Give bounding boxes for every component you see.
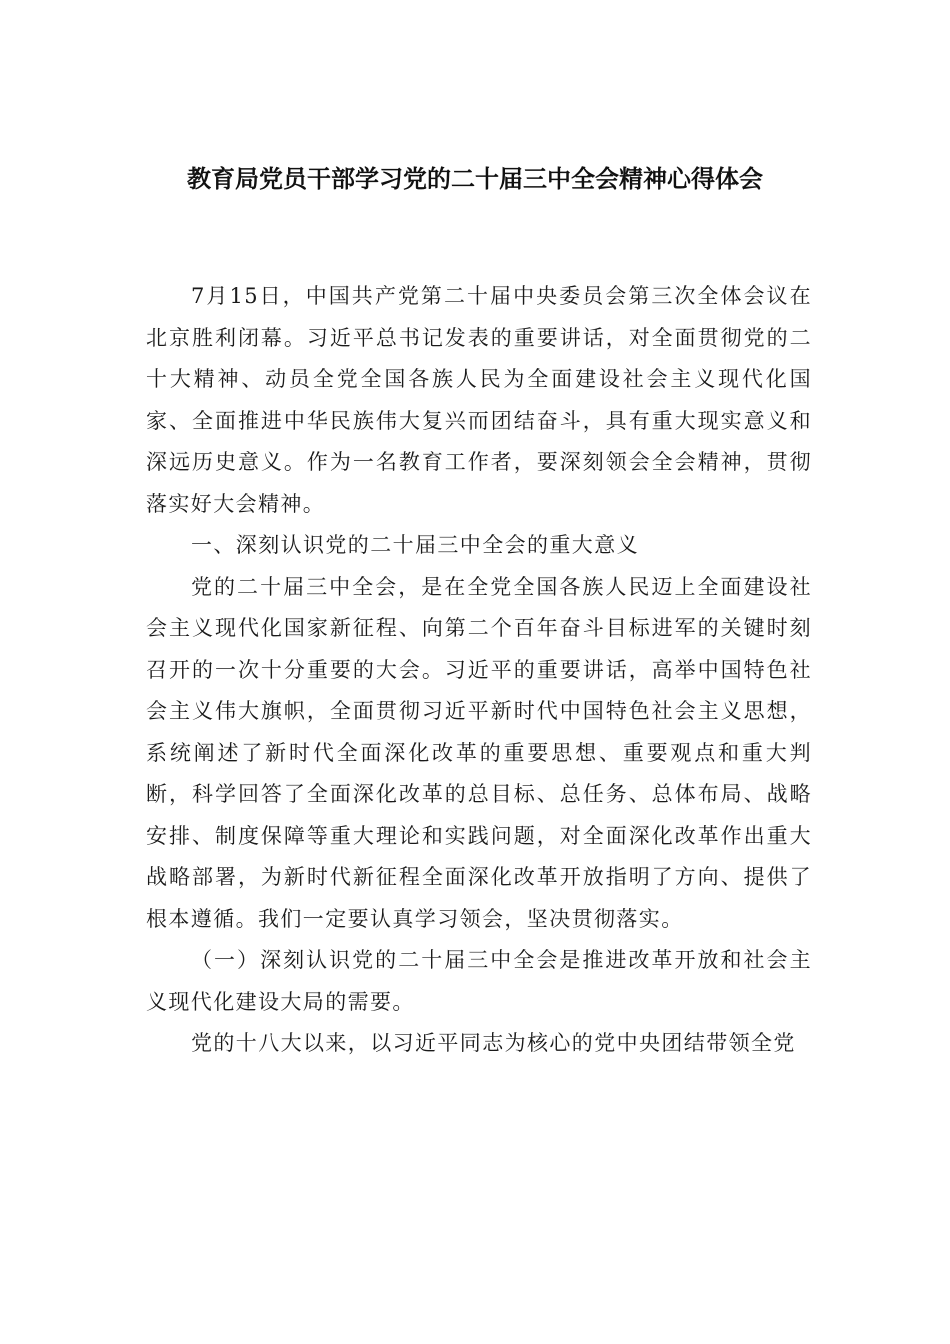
paragraph-since-18th: 党的十八大以来，以习近平同志为核心的党中央团结带领全党	[191, 1031, 796, 1055]
document-title: 教育局党员干部学习党的二十届三中全会精神心得体会	[187, 165, 763, 193]
section-heading-1: 一、深刻认识党的二十届三中全会的重大意义	[191, 533, 639, 557]
paragraph-significance: 党的二十届三中全会，是在全党全国各族人民迈上全面建设社会主义现代化国家新征程、向第二个百年奋斗目标进军的关键时刻召开的一次十分重要的大会。习近平的重要讲话，高举中国特色社会主义伟大旗帜，全面贯彻习近平新时代中国特色社会主义思想，系统阐述了新时代全面深化改革的重要思想、重要观点和重大判断，科学回答了全面深化改革的总目标、总任务、总体布局、战略安排、制度保障等重大理论和实践问题，对全面深化改革作出重大战略部署，为新时代新征程全面深化改革开放指明了方向、提供了根本遵循。我们一定要认真学习领会，坚决贯彻落实。	[146, 574, 812, 931]
subsection-heading-1: （一）深刻认识党的二十届三中全会是推进改革开放和社会主义现代化建设大局的需要。	[146, 948, 812, 1014]
document-body	[146, 276, 812, 1065]
paragraph-intro: 7月15日，中国共产党第二十届中央委员会第三次全体会议在北京胜利闭幕。习近平总书记发表的重要讲话，对全面贯彻党的二十大精神、动员全党全国各族人民为全面建设社会主义现代化国家、全面推进中华民族伟大复兴而团结奋斗，具有重大现实意义和深远历史意义。作为一名教育工作者，要深刻领会全会精神，贯彻落实好大会精神。	[146, 284, 812, 516]
